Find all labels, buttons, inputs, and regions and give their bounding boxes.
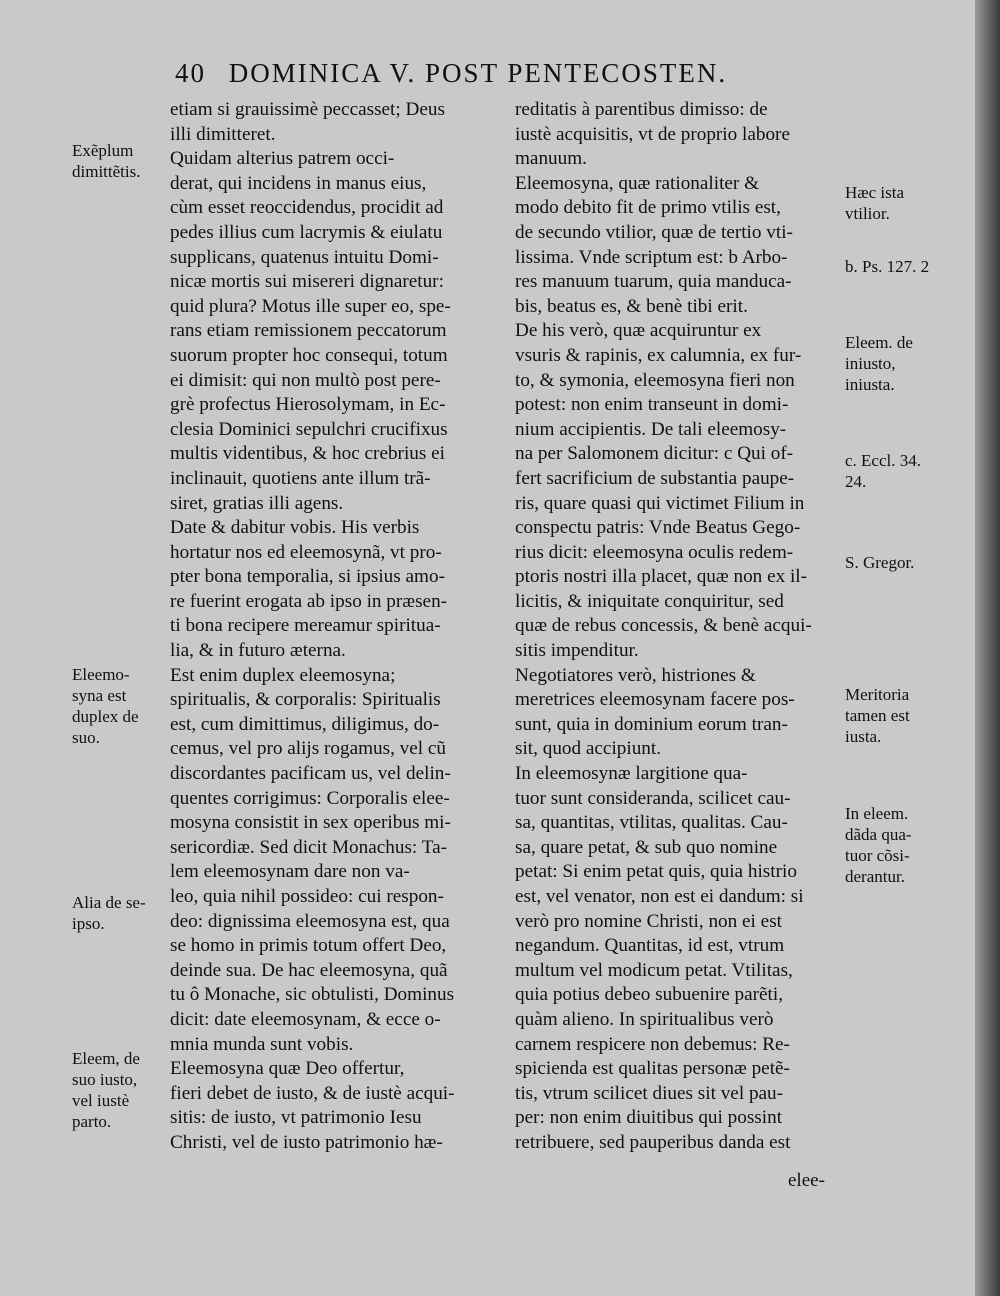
page-gutter-shadow (975, 0, 1000, 1296)
text-line: dicit: date eleemosynam, & ecce o- (170, 1008, 441, 1030)
text-line: quid plura? Motus ille super eo, spe- (170, 295, 451, 317)
text-line: mnia munda sunt vobis. (170, 1033, 354, 1055)
text-line: clesia Dominici sepulchri crucifixus (170, 418, 448, 440)
text-line: etiam si grauissimè peccasset; Deus (170, 99, 445, 120)
running-title: DOMINICA V. POST PENTECOSTEN. (228, 58, 728, 88)
margin-note-line: b. Ps. 127. 2 (845, 257, 930, 276)
margin-note-line: 24. (845, 472, 867, 491)
margin-note-right-1 (845, 182, 973, 224)
margin-note-line: dimittẽtis. (72, 162, 141, 181)
margin-note-right-2 (845, 256, 973, 277)
text-line: est, cum dimittimus, diligimus, do- (170, 713, 440, 735)
text-line: sericordiæ. Sed dicit Monachus: Ta- (170, 836, 447, 858)
text-line: to, & symonia, eleemosyna fieri non (515, 369, 795, 391)
text-line: In eleemosynæ largitione qua- (515, 763, 748, 785)
margin-note-right-5 (845, 552, 973, 573)
text-line: fert sacrificium de substantia paupe- (515, 467, 795, 489)
text-line: ris, quare quasi qui victimet Filium in (515, 492, 805, 514)
margin-note-line: Eleemo- (72, 665, 130, 684)
margin-note-right-7 (845, 803, 973, 887)
text-line: tis, vtrum scilicet diues sit vel pau- (515, 1082, 784, 1104)
text-line: quentes corrigimus: Corporalis elee- (170, 787, 450, 809)
text-line: res manuum tuarum, quia manduca- (515, 271, 792, 293)
text-line: reditatis à parentibus dimisso: de (515, 99, 768, 120)
margin-note-line: In eleem. (845, 804, 909, 823)
margin-note-line: iniusta. (845, 375, 895, 394)
margin-note-line: ipso. (72, 914, 105, 933)
text-line: sunt, quia in dominium eorum tran- (515, 713, 788, 735)
text-line: nium accipientis. De tali eleemosy- (515, 418, 787, 440)
text-line: supplicans, quatenus intuitu Domi- (170, 246, 439, 268)
margin-note-line: Alia de se- (72, 893, 146, 912)
text-line: Negotiatores verò, histriones & (515, 664, 756, 686)
text-line: pter bona temporalia, si ipsius amo- (170, 566, 445, 588)
text-line: lissima. Vnde scriptum est: b Arbo- (515, 246, 788, 268)
text-line: na per Salomonem dicitur: c Qui of- (515, 443, 794, 465)
margin-note-line: vtilior. (845, 204, 890, 223)
text-line: de secundo vtilior, quæ de tertio vti- (515, 221, 793, 243)
text-line: sa, quantitas, vtilitas, qualitas. Cau- (515, 812, 788, 834)
margin-note-line: syna est (72, 686, 127, 705)
text-line: multis videntibus, & hoc crebrius ei (170, 443, 445, 465)
margin-note-left-2 (72, 664, 172, 748)
text-line: tuor sunt consideranda, scilicet cau- (515, 787, 791, 809)
text-line: conspectu patris: Vnde Beatus Gego- (515, 517, 801, 539)
margin-note-left-4 (72, 1048, 172, 1132)
margin-note-left-1 (72, 140, 172, 182)
text-line: Eleemosyna, quæ rationaliter & (515, 172, 760, 194)
text-line: Christi, vel de iusto patrimonio hæ- (170, 1131, 443, 1153)
running-header (175, 58, 795, 98)
text-line: lia, & in futuro æterna. (170, 640, 346, 662)
margin-note-line: iniusto, (845, 354, 896, 373)
margin-note-line: iusta. (845, 727, 882, 746)
margin-note-line: parto. (72, 1112, 112, 1131)
text-line: re fuerint erogata ab ipso in præsen- (170, 590, 448, 612)
margin-note-line: dãda qua- (845, 825, 912, 844)
text-line: licitis, & iniquitate conquiritur, sed (515, 590, 784, 612)
margin-note-left-3 (72, 892, 172, 934)
text-line: ptoris nostri illa placet, quæ non ex il- (515, 566, 808, 588)
margin-note-line: S. Gregor. (845, 553, 915, 572)
page-number: 40 (175, 58, 206, 88)
text-line: lem eleemosynam dare non va- (170, 861, 410, 883)
text-line: tu ô Monache, sic obtulisti, Dominus (170, 984, 455, 1006)
text-line: fieri debet de iusto, & de iustè acqui- (170, 1082, 455, 1104)
text-line: siret, gratias illi agens. (170, 492, 344, 514)
margin-note-right-3 (845, 332, 973, 395)
text-line: manuum. (515, 148, 587, 170)
text-line: retribuere, sed pauperibus danda est (515, 1131, 791, 1153)
text-line: iustè acquisitis, vt de proprio labore (515, 123, 790, 145)
text-line: deo: dignissima eleemosyna est, qua (170, 910, 450, 932)
text-line: spicienda est qualitas personæ petẽ- (515, 1058, 790, 1080)
margin-note-line: suo. (72, 728, 100, 747)
text-line: carnem respicere non debemus: Re- (515, 1033, 790, 1055)
text-line: sit, quod accipiunt. (515, 738, 662, 760)
margin-note-line: duplex de (72, 707, 139, 726)
right-text-column (515, 98, 845, 1156)
text-line: De his verò, quæ acquiruntur ex (515, 320, 762, 342)
margin-note-line: tuor cõsi- (845, 846, 910, 865)
text-line: rans etiam remissionem peccatorum (170, 320, 447, 342)
margin-note-line: c. Eccl. 34. (845, 451, 921, 470)
text-line: quæ de rebus concessis, & benè acqui- (515, 615, 812, 637)
text-line: nicæ mortis sui misereri dignaretur: (170, 271, 444, 293)
margin-note-line: Exẽplum (72, 141, 134, 160)
text-line: illi dimitteret. (170, 123, 276, 145)
text-line: ti bona recipere mereamur spiritua- (170, 615, 441, 637)
text-line: Eleemosyna quæ Deo offertur, (170, 1058, 405, 1080)
text-line: vsuris & rapinis, ex calumnia, ex fur- (515, 344, 802, 366)
text-line: inclinauit, quotiens ante illum trã- (170, 467, 431, 489)
text-line: meretrices eleemosynam facere pos- (515, 689, 795, 711)
text-line: negandum. Quantitas, id est, vtrum (515, 935, 785, 957)
text-line: bis, beatus es, & benè tibi erit. (515, 295, 748, 317)
margin-note-right-4 (845, 450, 973, 492)
text-line: cùm esset reoccidendus, procidit ad (170, 197, 444, 219)
text-line: Quidam alterius patrem occi- (170, 148, 395, 170)
text-line: spiritualis, & corporalis: Spiritualis (170, 689, 441, 711)
text-line: multum vel modicum petat. Vtilitas, (515, 959, 793, 981)
text-line: sitis impenditur. (515, 640, 639, 662)
text-line: petat: Si enim petat quis, quia histrio (515, 861, 797, 883)
margin-note-line: derantur. (845, 867, 905, 886)
text-line: ei dimisit: qui non multò post pere- (170, 369, 441, 391)
margin-note-line: Meritoria (845, 685, 910, 704)
text-line: modo debito fit de primo vtilis est, (515, 197, 781, 219)
text-line: verò pro nomine Christi, non ei est (515, 910, 782, 932)
text-line: mosyna consistit in sex operibus mi- (170, 812, 451, 834)
text-line: discordantes pacificam us, vel delin- (170, 763, 451, 785)
catchword: elee- (788, 1170, 825, 1191)
text-line: per: non enim diuitibus qui possint (515, 1107, 783, 1129)
text-line: sitis: de iusto, vt patrimonio Iesu (170, 1107, 422, 1129)
text-line: deinde sua. De hac eleemosyna, quã (170, 959, 448, 981)
margin-note-line: tamen est (845, 706, 910, 725)
margin-note-right-6 (845, 684, 973, 747)
text-line: pedes illius cum lacrymis & eiulatu (170, 221, 443, 243)
text-line: cemus, vel pro alijs rogamus, vel cũ (170, 738, 447, 760)
text-line: potest: non enim transeunt in domi- (515, 394, 789, 416)
margin-note-line: Eleem. de (845, 333, 913, 352)
text-line: est, vel venator, non est ei dandum: si (515, 886, 804, 907)
text-line: quàm alieno. In spiritualibus verò (515, 1008, 774, 1030)
text-line: Date & dabitur vobis. His verbis (170, 517, 420, 539)
text-line: sa, quare petat, & sub quo nomine (515, 836, 778, 858)
text-line: quia potius debeo subuenire parẽti, (515, 984, 784, 1006)
text-line: leo, quia nihil possideo: cui respon- (170, 886, 444, 907)
text-line: grè profectus Hierosolymam, in Ec- (170, 394, 446, 416)
text-line: derat, qui incidens in manus eius, (170, 172, 427, 194)
text-line: suorum propter hoc consequi, totum (170, 344, 448, 366)
margin-note-line: Eleem, de (72, 1049, 140, 1068)
margin-note-line: suo iusto, (72, 1070, 138, 1089)
text-line: Est enim duplex eleemosyna; (170, 664, 396, 686)
text-line: hortatur nos ed eleemosynã, vt pro- (170, 541, 442, 563)
left-text-column (170, 98, 510, 1156)
margin-note-line: vel iustè (72, 1091, 130, 1110)
text-line: se homo in primis totum offert Deo, (170, 935, 447, 957)
margin-note-line: Hæc ista (845, 183, 905, 202)
text-line: rius dicit: eleemosyna oculis redem- (515, 541, 794, 563)
